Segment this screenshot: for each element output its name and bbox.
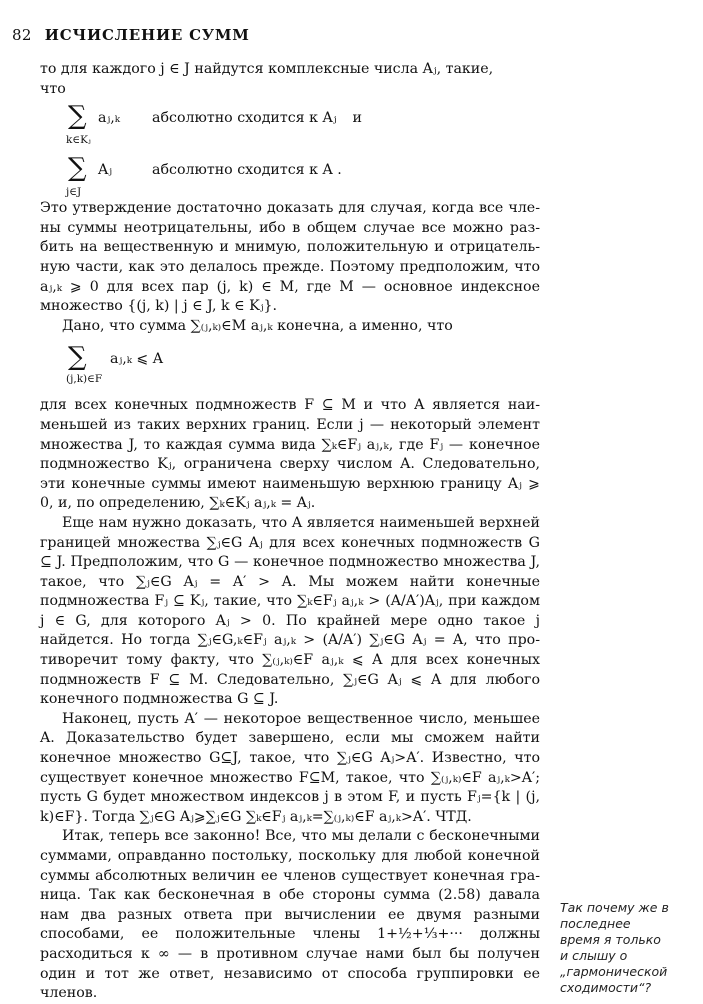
paragraph-7: Итак, теперь все законно! Все, что мы делали с бесконечными суммами, оправданно постольку, поскольку для любой конечной суммы абсолютных величин ее членов существует конечная граница. Так как бесконечная в обе стороны сумма (2.58) давала нам два разных ответа при вычислении ее двумя разными способами, ее положительные члены 1+½+⅓+··· должны расходиться к ∞ — в противном случае нами был бы получен один и тот же ответ, независимо от способа группировки ее членов.: [40, 828, 540, 1002]
sum-subscript-3: (j,k)∈F: [66, 373, 103, 386]
paragraph-4: для всех конечных подмножеств F ⊆ M и что A является наименьшей из таких верхних границ. Если j — некоторый элемент множества J, то каждая сумма вида ∑ₖ∈Fⱼ aⱼ,ₖ, где Fⱼ — конечное подмножество Kⱼ, ограничена сверху числом A. Следовательно, эти конечные суммы имеют наименьшую верхнюю границу Aⱼ ⩾ 0, и, по определению, ∑ₖ∈Kⱼ aⱼ,ₖ = Aⱼ.: [40, 397, 540, 512]
display-equation-2: [68, 344, 540, 386]
paragraph-1: [40, 60, 540, 99]
sum-argument-2: Aⱼ: [98, 162, 112, 179]
main-text: [40, 60, 540, 1004]
paragraph-2: Это утверждение достаточно доказать для случая, когда все члены суммы неотрицательны, ибо в общем случае все можно разбить на вещественную и мнимую, положительную и отрицательную части, как это делалось прежде. Поэтому предположим, что aⱼ,ₖ ⩾ 0 для всех пар (j, k) ∈ M, где M — основное индексное множество {(j, k) | j ∈ J, k ∈ Kⱼ}.: [40, 200, 540, 315]
display-desc-2: абсолютно сходится к A .: [152, 162, 342, 179]
display-row-2: [66, 153, 540, 199]
display-equations-1: [66, 101, 540, 199]
display-row-1: [68, 103, 540, 149]
paragraph-3: Дано, что сумма ∑₍ⱼ,ₖ₎∈M aⱼ,ₖ конечна, а именно, что: [62, 317, 453, 334]
page-header: [12, 26, 250, 44]
display-desc-1: абсолютно сходится к Aⱼ: [152, 110, 337, 127]
sum-subscript-1: k∈Kⱼ: [66, 134, 91, 147]
paragraph-5: Еще нам нужно доказать, что A является наименьшей верхней границей множества ∑ⱼ∈G Aⱼ для всех конечных подмножеств G ⊆ J. Предположим, что G — конечное подмножество множества J, такое, что ∑ⱼ∈G Aⱼ = A′ > A. Мы можем найти конечные подмножества Fⱼ ⊆ Kⱼ, такие, что ∑ₖ∈Fⱼ aⱼ,ₖ > (A/A′)Aⱼ, при каждом j ∈ G, для которого Aⱼ > 0. По крайней мере одно такое j найдется. Но тогда ∑ⱼ∈G,ₖ∈Fⱼ aⱼ,ₖ > (A/A′) ∑ⱼ∈G Aⱼ = A, что противоречит тому факту, что ∑₍ⱼ,ₖ₎∈F aⱼ,ₖ ⩽ A для всех конечных подмножеств F ⊆ M. Следовательно, ∑ⱼ∈G Aⱼ ⩽ A для любого конечного подмножества G ⊆ J.: [40, 514, 540, 708]
sum-symbol-2: ∑ j∈J Aⱼ: [68, 155, 126, 183]
margin-note-text: Так почему же в последнее время я только и слышу о „гармонической сходимости“?: [560, 900, 669, 995]
margin-note: [560, 900, 670, 996]
sum-symbol-3: ∑: [68, 342, 87, 373]
paragraph-1-line-1: то для каждого j ∈ J найдутся комплексные числа Aⱼ, такие,: [40, 61, 494, 77]
sum-argument-3: aⱼ,ₖ ⩽ A: [110, 351, 164, 368]
paragraph-1-line-2: что: [40, 80, 66, 97]
page-number: 82: [12, 26, 32, 44]
sum-subscript-2: j∈J: [66, 186, 82, 199]
display-conjunction: и: [352, 110, 362, 127]
chapter-title: ИСЧИСЛЕНИЕ СУММ: [44, 26, 250, 44]
paragraph-6: Наконец, пусть A′ — некоторое вещественное число, меньшее A. Доказательство будет завершено, если мы сможем найти конечное множество G⊆J, такое, что ∑ⱼ∈G Aⱼ>A′. Известно, что существует конечное множество F⊆M, такое, что ∑₍ⱼ,ₖ₎∈F aⱼ,ₖ>A′; пусть G будет множеством индексов j в этом F, и пусть Fⱼ={k | (j, k)∈F}. Тогда ∑ⱼ∈G Aⱼ⩾∑ⱼ∈G ∑ₖ∈Fⱼ aⱼ,ₖ=∑₍ⱼ,ₖ₎∈F aⱼ,ₖ>A′. ЧТД.: [40, 710, 540, 825]
sum-argument-1: aⱼ,ₖ: [98, 110, 120, 127]
sum-symbol-1: ∑ k∈Kⱼ aⱼ,ₖ: [68, 103, 126, 131]
